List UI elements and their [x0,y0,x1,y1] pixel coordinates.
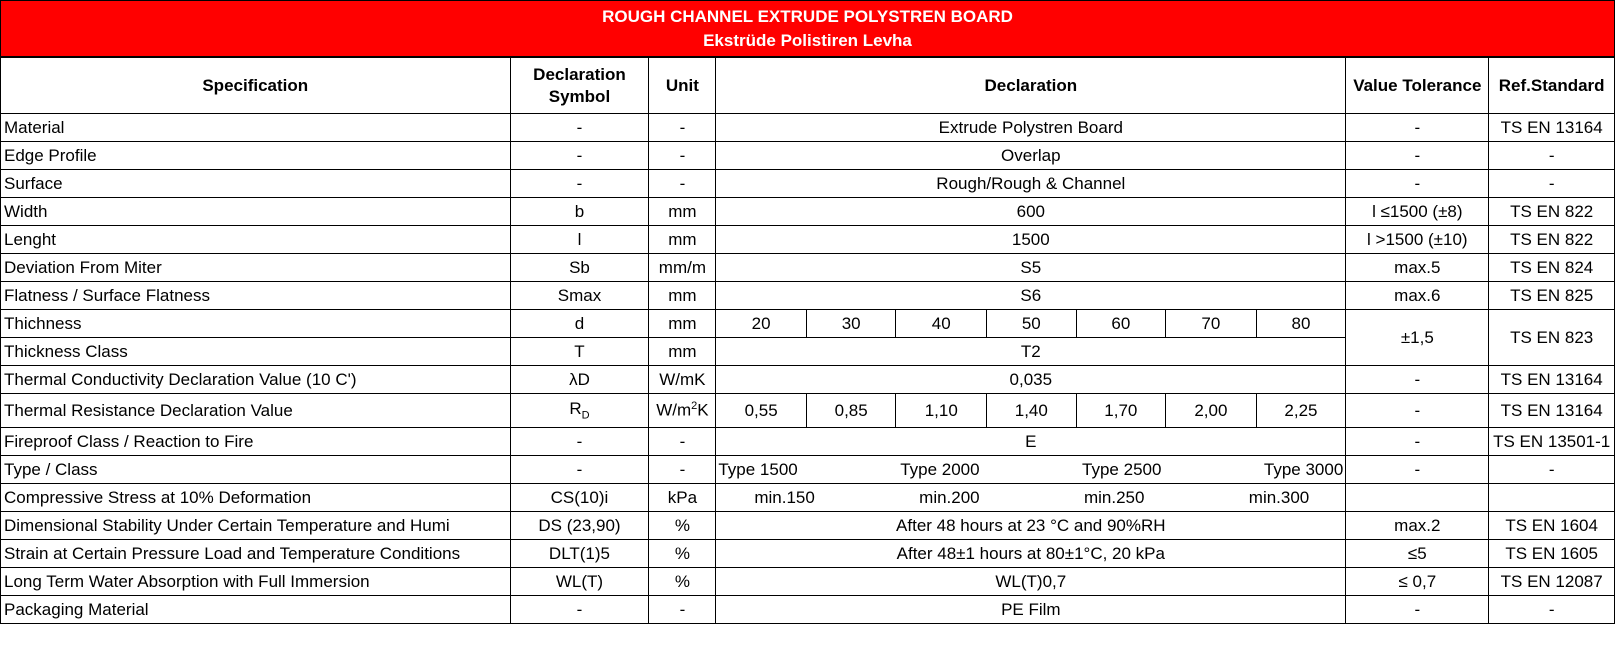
standard-cell: TS EN 13164 [1489,114,1615,142]
table-row [1,596,1615,624]
table-row [1,198,1615,226]
spec-cell: Long Term Water Absorption with Full Immersion [1,568,511,596]
unit-cell: - [649,596,716,624]
symbol-cell: - [510,428,649,456]
unit-cell: W/mK [649,366,716,394]
symbol-main: R [569,399,582,419]
declaration-cell: After 48 hours at 23 °C and 90%RH [716,512,1346,540]
spec-cell: Thermal Resistance Declaration Value [1,394,511,428]
standard-cell: - [1489,456,1615,484]
header-standard: Ref.Standard [1489,58,1615,114]
tolerance-cell: max.6 [1346,282,1489,310]
type-item: Type 1500 [718,459,798,479]
table-row [1,254,1615,282]
table-row [1,394,1615,428]
resistance-value-cell: 2,25 [1256,394,1346,428]
declaration-cell: WL(T)0,7 [716,568,1346,596]
spec-cell: Deviation From Miter [1,254,511,282]
resistance-value-cell: 1,10 [896,394,987,428]
standard-cell: - [1489,142,1615,170]
unit-cell: - [649,456,716,484]
standard-cell: TS EN 823 [1489,310,1615,366]
spec-cell: Material [1,114,511,142]
tolerance-cell: - [1346,596,1489,624]
tolerance-cell: max.5 [1346,254,1489,282]
declaration-cell: Extrude Polystren Board [716,114,1346,142]
standard-cell: TS EN 825 [1489,282,1615,310]
unit-cell: - [649,142,716,170]
type-item: Type 3000 [1263,459,1344,479]
unit-cell: - [649,428,716,456]
header-symbol: Declaration Symbol [510,58,649,114]
thickness-value-cell: 40 [896,310,987,338]
compressive-item: min.150 [754,487,815,507]
symbol-cell: Smax [510,282,649,310]
tolerance-cell: - [1346,428,1489,456]
spec-cell: Lenght [1,226,511,254]
unit-cell: mm [649,282,716,310]
unit-cell: mm [649,226,716,254]
unit-cell: mm/m [649,254,716,282]
symbol-cell: T [510,338,649,366]
symbol-cell: - [510,142,649,170]
header-declaration: Declaration [716,58,1346,114]
symbol-cell: Sb [510,254,649,282]
tolerance-cell: - [1346,170,1489,198]
table-row [1,568,1615,596]
standard-cell: TS EN 822 [1489,198,1615,226]
resistance-value-cell: 2,00 [1166,394,1257,428]
spec-cell: Compressive Stress at 10% Deformation [1,484,511,512]
spec-cell: Type / Class [1,456,511,484]
symbol-cell: - [510,596,649,624]
spec-cell: Surface [1,170,511,198]
symbol-cell: CS(10)i [510,484,649,512]
tolerance-cell: - [1346,394,1489,428]
standard-cell: - [1489,596,1615,624]
table-row [1,456,1615,484]
table-row [1,282,1615,310]
declaration-cell: PE Film [716,596,1346,624]
header-specification: Specification [1,58,511,114]
standard-cell: TS EN 824 [1489,254,1615,282]
type-class-cell [716,456,1346,484]
table-row [1,142,1615,170]
standard-cell: - [1489,170,1615,198]
spec-cell: Strain at Certain Pressure Load and Temperature Conditions [1,540,511,568]
unit-cell: mm [649,198,716,226]
standard-cell [1489,484,1615,512]
spec-cell: Packaging Material [1,596,511,624]
symbol-cell: - [510,170,649,198]
symbol-cell: DS (23,90) [510,512,649,540]
declaration-cell: S6 [716,282,1346,310]
spec-cell: Thichness [1,310,511,338]
table-row [1,170,1615,198]
table-row [1,540,1615,568]
unit-main: W/m [656,400,692,420]
symbol-cell [510,394,649,428]
tolerance-cell: - [1346,366,1489,394]
standard-cell: TS EN 13164 [1489,394,1615,428]
table-row [1,428,1615,456]
header-unit: Unit [649,58,716,114]
unit-cell: % [649,568,716,596]
sheet-subtitle: Ekstrüde Polistiren Levha [703,30,912,50]
symbol-cell: b [510,198,649,226]
tolerance-cell: max.2 [1346,512,1489,540]
standard-cell: TS EN 13164 [1489,366,1615,394]
symbol-subscript: D [581,409,590,422]
tolerance-cell: - [1346,456,1489,484]
compressive-item: min.300 [1248,487,1310,507]
spec-cell: Flatness / Surface Flatness [1,282,511,310]
unit-cell: - [649,170,716,198]
unit-cell: mm [649,338,716,366]
tolerance-cell: ±1,5 [1346,310,1489,366]
resistance-value-cell: 0,55 [716,394,807,428]
unit-cell: % [649,512,716,540]
resistance-value-cell: 0,85 [806,394,896,428]
compressive-item: min.250 [1083,487,1145,507]
standard-cell: TS EN 1605 [1489,540,1615,568]
declaration-cell: Overlap [716,142,1346,170]
table-row [1,310,1615,338]
compressive-item: min.200 [919,487,980,507]
declaration-cell: 0,035 [716,366,1346,394]
compressive-cell [716,484,1346,512]
thickness-value-cell: 30 [806,310,896,338]
header-tolerance: Value Tolerance [1346,58,1489,114]
spec-cell: Edge Profile [1,142,511,170]
declaration-cell: 1500 [716,226,1346,254]
type-item: Type 2500 [1082,459,1162,479]
unit-end: K [697,400,709,420]
thickness-value-cell: 50 [987,310,1077,338]
type-list [716,460,1345,480]
tolerance-cell: - [1346,142,1489,170]
resistance-value-cell: 1,40 [987,394,1077,428]
standard-cell: TS EN 822 [1489,226,1615,254]
header-row [1,58,1615,114]
declaration-cell: 600 [716,198,1346,226]
symbol-cell: l [510,226,649,254]
unit-cell: kPa [649,484,716,512]
sheet-title: ROUGH CHANNEL EXTRUDE POLYSTREN BOARD [602,6,1013,26]
symbol-cell: λD [510,366,649,394]
table-row [1,484,1615,512]
table-row [1,226,1615,254]
thickness-value-cell: 70 [1166,310,1257,338]
spec-table [0,57,1615,624]
tolerance-cell: ≤ 0,7 [1346,568,1489,596]
tolerance-cell: l >1500 (±10) [1346,226,1489,254]
declaration-cell: After 48±1 hours at 80±1°C, 20 kPa [716,540,1346,568]
symbol-cell: d [510,310,649,338]
spec-cell: Thickness Class [1,338,511,366]
symbol-cell: WL(T) [510,568,649,596]
type-item: Type 2000 [900,459,980,479]
unit-superscript: 2 [691,400,698,413]
symbol-cell: DLT(1)5 [510,540,649,568]
thickness-value-cell: 60 [1076,310,1166,338]
table-row [1,366,1615,394]
tolerance-cell: - [1346,114,1489,142]
unit-cell [649,394,716,428]
spec-cell: Fireproof Class / Reaction to Fire [1,428,511,456]
unit-cell: - [649,114,716,142]
tolerance-cell [1346,484,1489,512]
unit-cell: % [649,540,716,568]
title-band [0,0,1615,57]
symbol-cell: - [510,456,649,484]
thickness-value-cell: 80 [1256,310,1346,338]
tolerance-cell: l ≤1500 (±8) [1346,198,1489,226]
spec-cell: Thermal Conductivity Declaration Value (10 C') [1,366,511,394]
declaration-cell: T2 [716,338,1346,366]
standard-cell: TS EN 13501-1 [1489,428,1615,456]
table-row [1,114,1615,142]
resistance-value-cell: 1,70 [1076,394,1166,428]
spec-cell: Dimensional Stability Under Certain Temperature and Humi [1,512,511,540]
declaration-cell: S5 [716,254,1346,282]
declaration-cell: E [716,428,1346,456]
unit-cell: mm [649,310,716,338]
declaration-cell: Rough/Rough & Channel [716,170,1346,198]
symbol-cell: - [510,114,649,142]
spec-cell: Width [1,198,511,226]
thickness-value-cell: 20 [716,310,807,338]
table-row [1,512,1615,540]
compressive-list [716,488,1345,508]
standard-cell: TS EN 1604 [1489,512,1615,540]
tolerance-cell: ≤5 [1346,540,1489,568]
standard-cell: TS EN 12087 [1489,568,1615,596]
